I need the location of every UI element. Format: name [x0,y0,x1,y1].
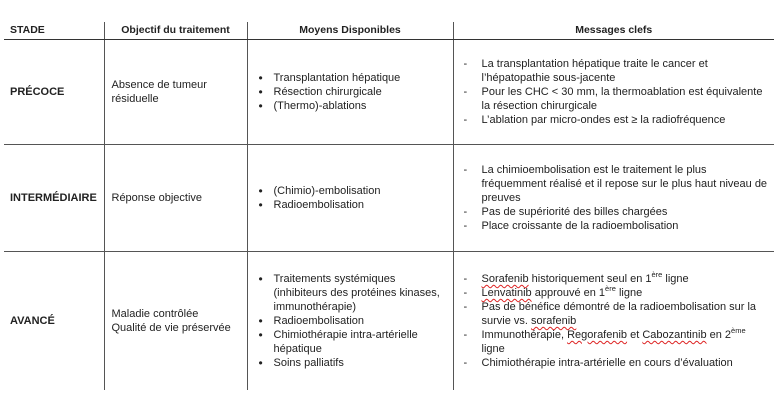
list-item: • Traitements systémiques (inhibiteurs des protéines kinases, immunothérapie) [255,272,449,314]
messages-list [461,269,771,370]
stage-cell: PRÉCOCE [4,40,104,145]
objective-text: Absence de tumeur résiduelle [111,79,207,105]
list-item: - L’ablation par micro-ondes est ≥ la radiofréquence [461,113,771,127]
list-item [461,300,771,328]
drug-name: Sorafenib [481,272,529,285]
drug-name: sorafenib [531,314,577,327]
list-item [461,325,771,356]
message-text: ligne [481,342,505,355]
list-item: • (Chimio)-embolisation [255,184,449,198]
superscript: ème [731,325,746,335]
list-item: - Place croissante de la radioembolisation [461,219,771,233]
list-item: - Chimiothérapie intra-artérielle en cours d’évaluation [461,356,771,370]
messages-cell [453,40,774,145]
list-item: • Chimiothérapie intra-artérielle hépatique [255,328,449,356]
message-text: approuvé en 1 [531,286,606,299]
list-item: - La transplantation hépatique traite le cancer et l’hépatopathie sous-jacente [461,57,771,85]
table-row-precoce [4,40,774,145]
message-text: et [627,328,643,341]
message-text: Pas de bénéfice démontré de la radioembolisation sur la survie vs. [481,300,757,327]
list-item: • Radioembolisation [255,198,449,212]
header-stade: STADE [4,22,104,40]
stage-cell: INTERMÉDIAIRE [4,145,104,252]
list-item: - Pour les CHC < 30 mm, la thermoablation est équivalente la résection chirurgicale [461,85,771,113]
list-item: • Résection chirurgicale [255,85,449,99]
list-item: • Transplantation hépatique [255,71,449,85]
treatment-table [4,22,774,390]
objective-cell: Réponse objective [104,145,247,252]
message-text: historiquement seul en 1 [528,272,652,285]
stage-cell: AVANCÉ [10,314,55,327]
means-cell [247,252,453,390]
message-text: en 2 [706,328,732,341]
means-list [255,71,449,113]
header-objectif: Objectif du traitement [104,22,247,40]
list-item: • (Thermo)-ablations [255,99,449,113]
list-item: • Soins palliatifs [255,356,449,370]
message-text: ligne [615,286,643,299]
drug-name: Regorafenib [567,328,628,341]
means-cell [247,145,453,252]
means-cell [247,40,453,145]
list-item: • Radioembolisation [255,314,449,328]
objective-line: Maladie contrôlée [111,307,199,320]
table-row-intermediaire [4,145,774,252]
superscript: ère [651,269,663,279]
messages-list [461,57,771,127]
header-row [4,22,774,40]
superscript: ère [605,283,616,293]
drug-name: Lenvatinib [481,286,532,299]
list-item [461,283,771,300]
message-text: Immunothérapie, [481,328,568,341]
messages-cell [453,252,774,390]
list-item: - La chimioembolisation est le traitement le plus fréquemment réalisé et il repose sur le plus haut niveau de preuves [461,163,771,205]
message-text: ligne [662,272,689,285]
messages-list [461,163,771,233]
objective-cell [104,252,247,390]
objective-line: Qualité de vie préservée [111,321,231,334]
header-moyens: Moyens Disponibles [247,22,453,40]
table-row-avance [4,252,774,390]
list-item: - Pas de supériorité des billes chargées [461,205,771,219]
objective-cell [104,40,247,145]
means-list [255,272,449,370]
drug-name: Cabozantinib [642,328,707,341]
means-list [255,184,449,212]
header-messages: Messages clefs [453,22,774,40]
messages-cell [453,145,774,252]
